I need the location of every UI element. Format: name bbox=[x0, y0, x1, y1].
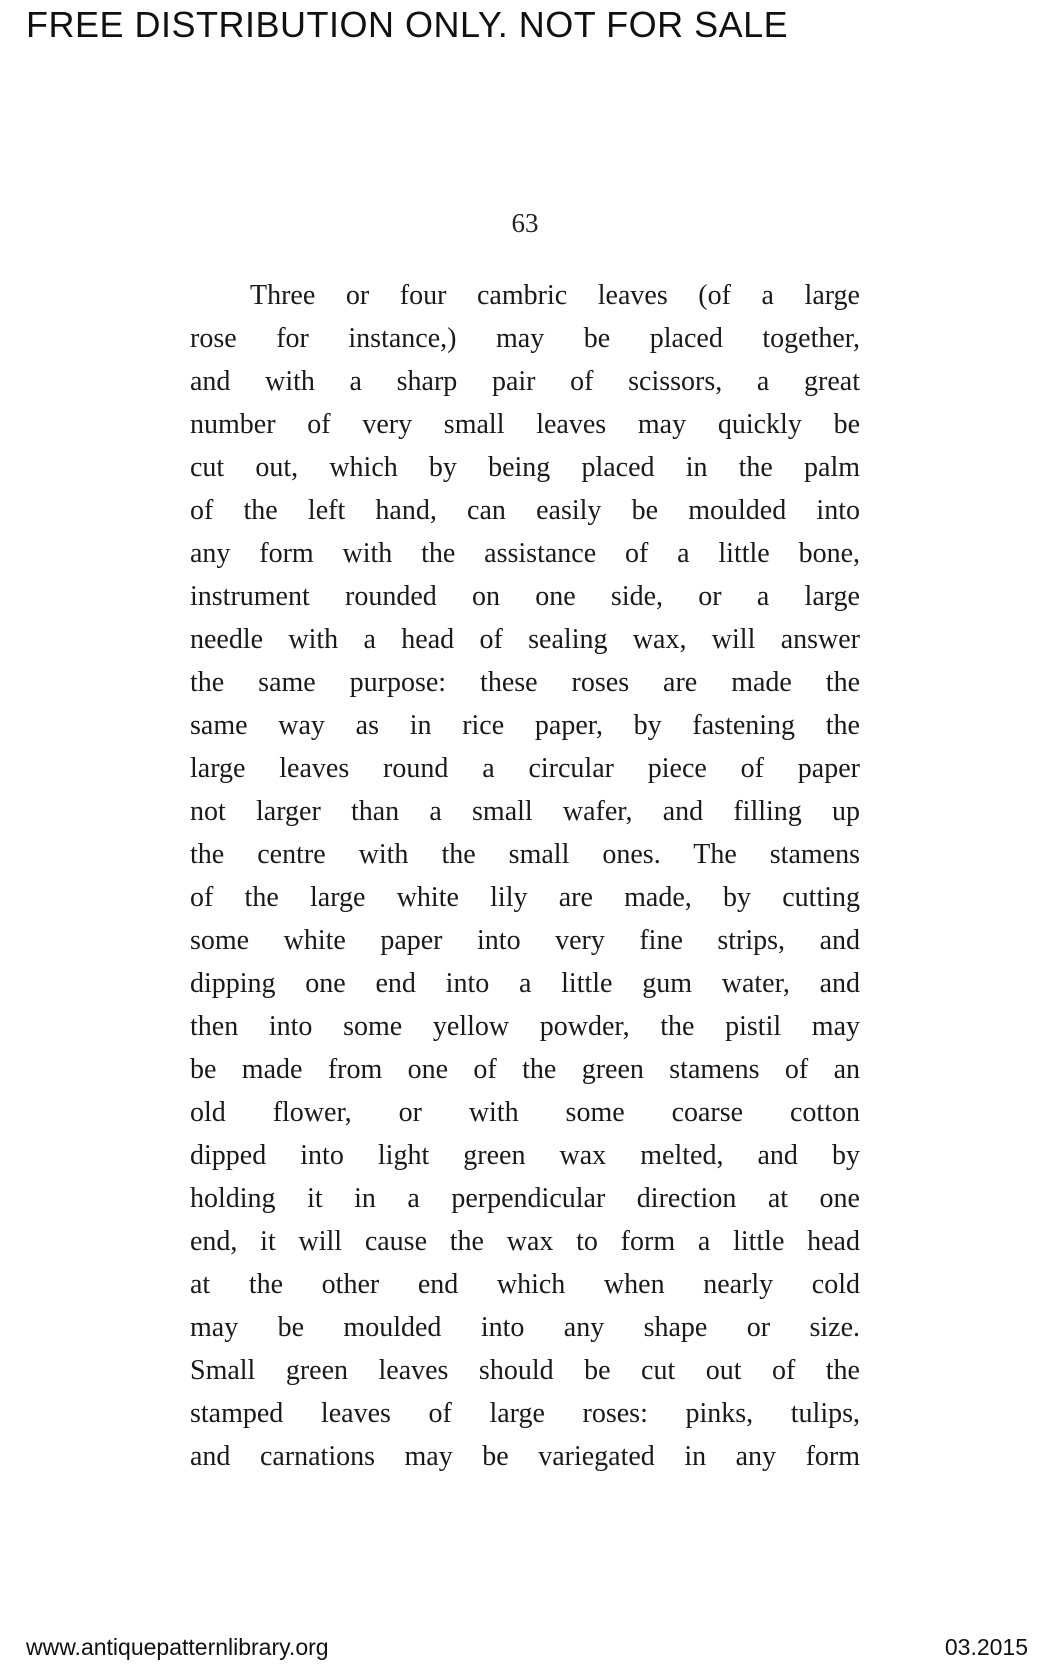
page-number: 63 bbox=[511, 208, 539, 238]
text-line: be made from one of the green stamens of an bbox=[190, 1054, 860, 1085]
text-line: stamped leaves of large roses: pinks, tulips, bbox=[190, 1398, 860, 1429]
text-line: at the other end which when nearly cold bbox=[190, 1269, 860, 1300]
text-line: and carnations may be variegated in any form bbox=[190, 1441, 860, 1472]
text-line: instrument rounded on one side, or a large bbox=[190, 581, 860, 612]
text-line: old flower, or with some coarse cotton bbox=[190, 1097, 860, 1128]
distribution-banner: FREE DISTRIBUTION ONLY. NOT FOR SALE bbox=[26, 4, 789, 45]
text-line: cut out, which by being placed in the palm bbox=[190, 452, 860, 483]
text-line: Three or four cambric leaves (of a large bbox=[250, 280, 860, 311]
text-line: the same purpose: these roses are made the bbox=[190, 667, 860, 698]
text-line: not larger than a small wafer, and filling up bbox=[190, 796, 860, 827]
text-line: number of very small leaves may quickly be bbox=[190, 409, 860, 440]
text-line: end, it will cause the wax to form a little head bbox=[190, 1226, 860, 1257]
text-line: of the large white lily are made, by cutting bbox=[190, 882, 860, 913]
text-line: some white paper into very fine strips, and bbox=[190, 925, 860, 956]
footer-date: 03.2015 bbox=[944, 1634, 1028, 1660]
text-line: holding it in a perpendicular direction at one bbox=[190, 1183, 860, 1214]
text-line: rose for instance,) may be placed together, bbox=[190, 323, 860, 354]
text-line: and with a sharp pair of scissors, a great bbox=[190, 366, 860, 397]
text-line: any form with the assistance of a little bone, bbox=[190, 538, 860, 569]
footer-website: www.antiquepatternlibrary.org bbox=[26, 1634, 329, 1660]
text-line: dipping one end into a little gum water, and bbox=[190, 968, 860, 999]
text-line: the centre with the small ones. The stamens bbox=[190, 839, 860, 870]
body-paragraph bbox=[190, 274, 860, 1478]
text-line: then into some yellow powder, the pistil may bbox=[190, 1011, 860, 1042]
text-line: large leaves round a circular piece of paper bbox=[190, 753, 860, 784]
text-line: may be moulded into any shape or size. bbox=[190, 1312, 860, 1343]
text-line: dipped into light green wax melted, and by bbox=[190, 1140, 860, 1171]
text-line: same way as in rice paper, by fastening the bbox=[190, 710, 860, 741]
text-line: of the left hand, can easily be moulded into bbox=[190, 495, 860, 526]
text-line: Small green leaves should be cut out of the bbox=[190, 1355, 860, 1386]
text-line: needle with a head of sealing wax, will answer bbox=[190, 624, 860, 655]
